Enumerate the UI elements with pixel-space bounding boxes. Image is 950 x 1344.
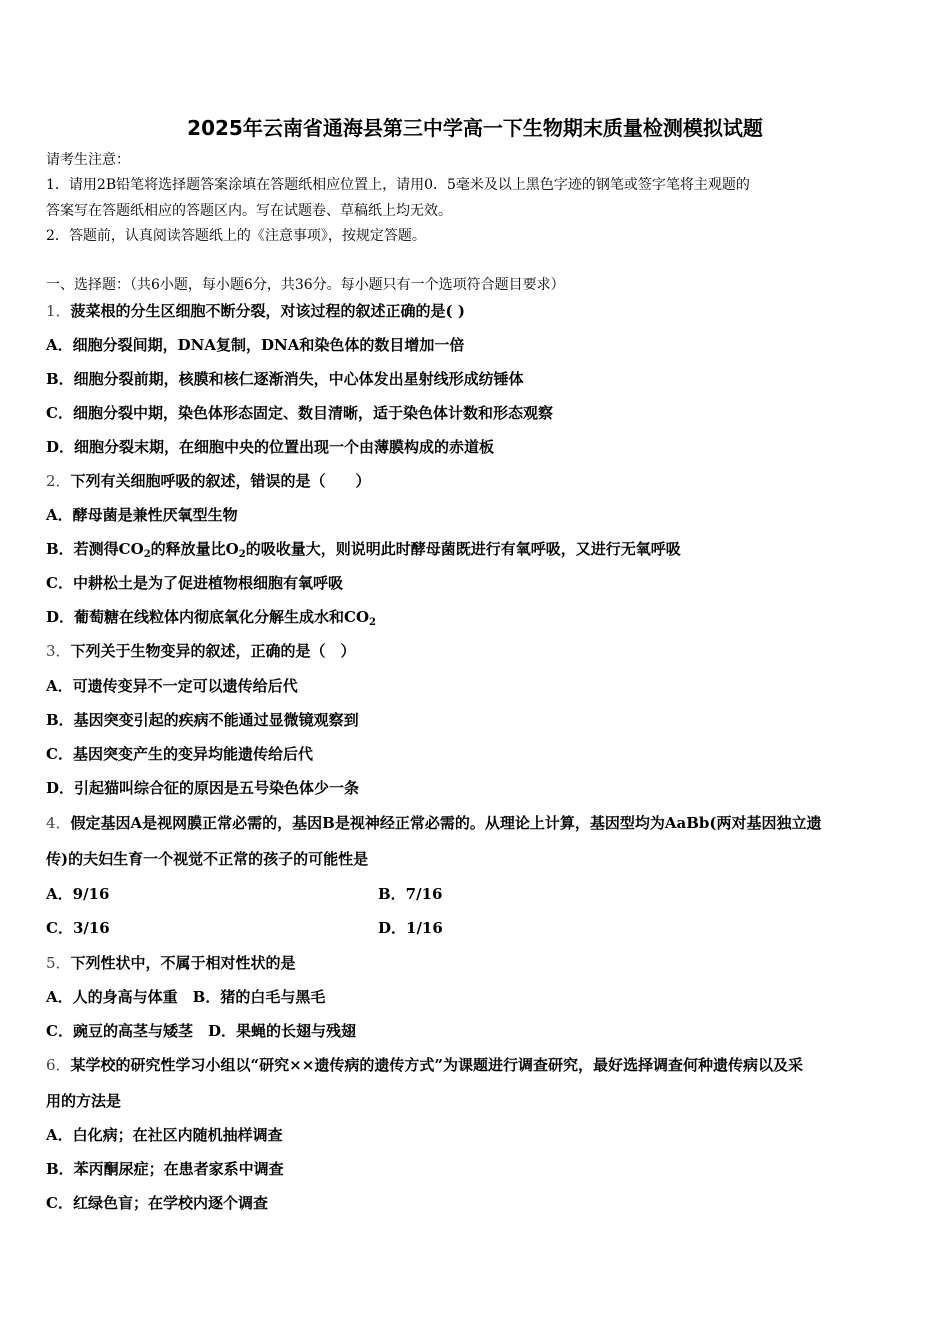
notice-heading: 请考生注意： <box>46 152 130 168</box>
q3-option-d: D．引起猫叫综合征的原因是五号染色体少一条 <box>46 779 360 797</box>
q2-option-d <box>46 608 376 629</box>
page-title: 2025年云南省通海县第三中学高一下生物期末质量检测模拟试题 <box>187 116 763 140</box>
q4-option-a: A．9/16 <box>46 885 110 903</box>
q6-option-a: A．白化病；在社区内随机抽样调查 <box>46 1126 283 1144</box>
q3-option-b: B．基因突变引起的疾病不能通过显微镜观察到 <box>46 711 359 729</box>
subscript: 2 <box>369 617 376 628</box>
subscript: 2 <box>143 549 151 560</box>
question-text: 菠菜根的分生区细胞不断分裂，对该过程的叙述正确的是( ) <box>70 302 465 320</box>
question-number: 5． <box>46 954 71 972</box>
question-4-stem-line-1 <box>46 814 822 832</box>
question-text: 假定基因A是视网膜正常必需的，基因B是视神经正常必需的。从理论上计算，基因型均为AaBb(两对基因独立遗 <box>70 814 822 832</box>
question-4-stem-line-2: 传)的夫妇生育一个视觉不正常的孩子的可能性是 <box>46 850 369 868</box>
question-2-stem <box>46 472 371 490</box>
question-6-stem-line-1 <box>46 1056 803 1074</box>
q3-option-a: A．可遗传变异不一定可以遗传给后代 <box>46 677 298 695</box>
question-number: 3． <box>46 642 71 660</box>
q1-option-c: C．细胞分裂中期，染色体形态固定、数目清晰，适于染色体计数和形态观察 <box>46 404 553 422</box>
notice-item-1-line-2: 答案写在答题纸相应的答题区内。写在试题卷、草稿纸上均无效。 <box>46 203 452 219</box>
question-number: 6． <box>46 1056 71 1074</box>
q4-option-b: B．7/16 <box>378 885 443 903</box>
option-text: D．葡萄糖在线粒体内彻底氧化分解生成水和CO <box>46 608 370 626</box>
option-text: 的释放量比O <box>150 540 239 558</box>
q1-option-d: D．细胞分裂末期，在细胞中央的位置出现一个由薄膜构成的赤道板 <box>46 438 495 456</box>
question-text: 下列性状中，不属于相对性状的是 <box>70 954 296 972</box>
option-text: B．若测得CO <box>46 540 144 558</box>
q6-option-c: C．红绿色盲；在学校内逐个调查 <box>46 1194 268 1212</box>
q2-option-c: C．中耕松土是为了促进植物根细胞有氧呼吸 <box>46 574 343 592</box>
question-text: 下列关于生物变异的叙述，正确的是（ ） <box>70 642 356 660</box>
notice-item-2: 2．答题前，认真阅读答题纸上的《注意事项》，按规定答题。 <box>46 228 426 244</box>
q2-option-b <box>46 540 681 561</box>
section-heading: 一、选择题：（共6小题，每小题6分，共36分。每小题只有一个选项符合题目要求） <box>46 277 565 293</box>
question-6-stem-line-2: 用的方法是 <box>46 1092 122 1110</box>
q6-option-b: B．苯丙酮尿症；在患者家系中调查 <box>46 1160 284 1178</box>
q2-option-a: A．酵母菌是兼性厌氧型生物 <box>46 506 238 524</box>
subscript: 2 <box>238 549 246 560</box>
question-text: 某学校的研究性学习小组以“研究××遗传病的遗传方式”为课题进行调查研究，最好选择调查何种遗传病以及采 <box>70 1056 803 1074</box>
q5-options-cd: C．豌豆的高茎与矮茎 D．果蝇的长翅与残翅 <box>46 1022 356 1040</box>
question-number: 4． <box>46 814 71 832</box>
notice-item-1-line-1: 1．请用2B铅笔将选择题答案涂填在答题纸相应位置上，请用0．5毫米及以上黑色字迹的钢笔或签字笔将主观题的 <box>46 177 750 193</box>
question-number: 1． <box>46 302 71 320</box>
q1-option-b: B．细胞分裂前期，核膜和核仁逐渐消失，中心体发出星射线形成纺锤体 <box>46 370 524 388</box>
q3-option-c: C．基因突变产生的变异均能遗传给后代 <box>46 745 313 763</box>
question-3-stem <box>46 642 356 660</box>
option-text: 的吸收量大，则说明此时酵母菌既进行有氧呼吸，又进行无氧呼吸 <box>245 540 681 558</box>
question-text: 下列有关细胞呼吸的叙述，错误的是（ ） <box>70 472 371 490</box>
q1-option-a: A．细胞分裂间期，DNA复制，DNA和染色体的数目增加一倍 <box>46 336 465 354</box>
question-number: 2． <box>46 472 71 490</box>
q4-option-d: D．1/16 <box>378 919 443 937</box>
q5-options-ab: A．人的身高与体重 B．猪的白毛与黑毛 <box>46 988 326 1006</box>
q4-option-c: C．3/16 <box>46 919 110 937</box>
question-1-stem <box>46 302 465 320</box>
question-5-stem <box>46 954 296 972</box>
